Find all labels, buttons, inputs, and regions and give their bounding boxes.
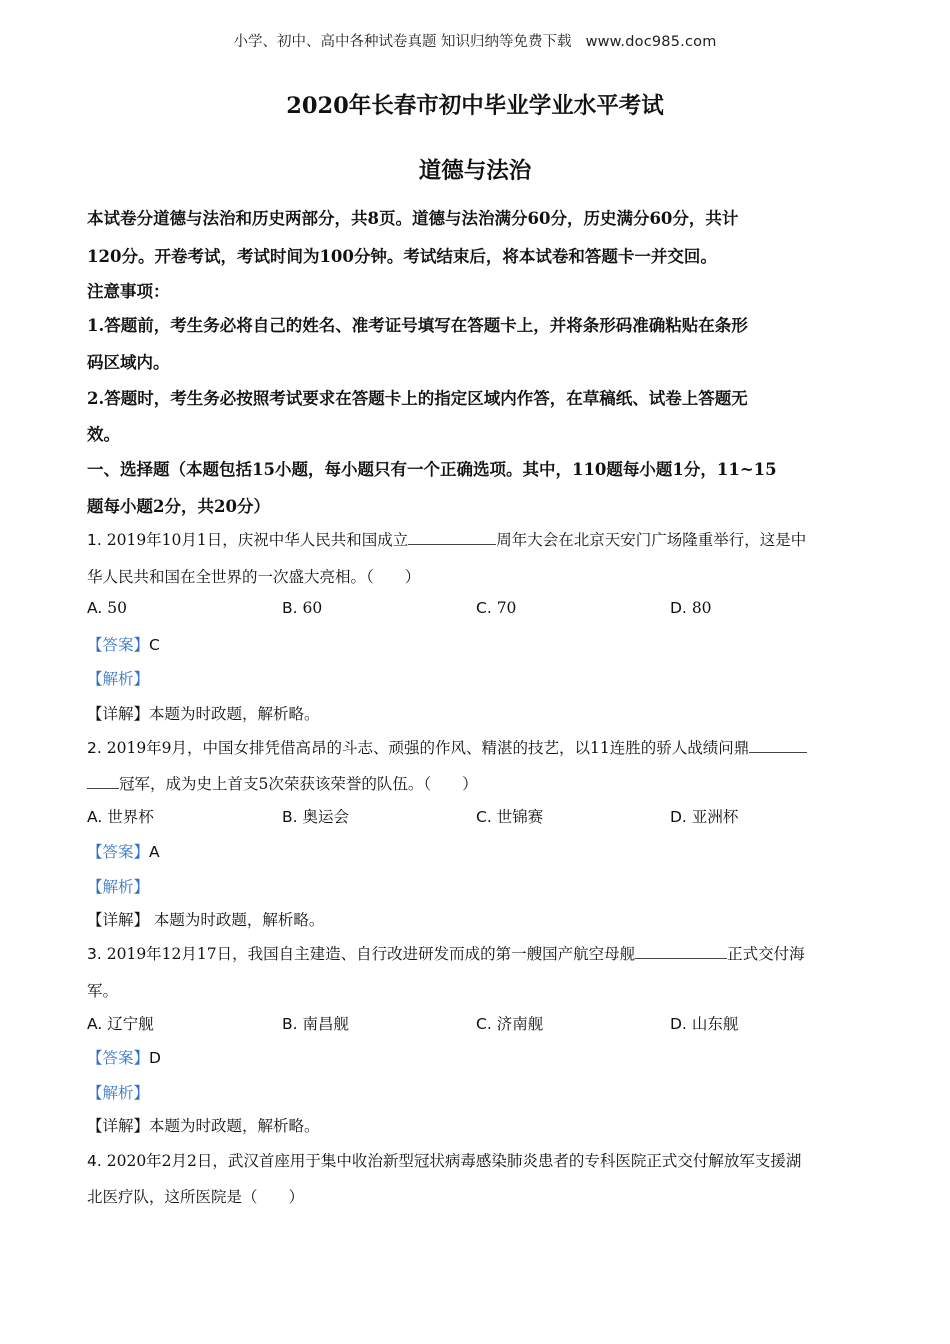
question-text: 2019年10月1日，庆祝中华人民共和国成立 — [106, 531, 409, 549]
section-heading-line-1: 一、选择题（本题包括15小题，每小题只有一个正确选项。其中，110题每小题1分，11~15 — [87, 460, 777, 479]
question-number: 4. — [87, 1152, 102, 1170]
option-d: D. 80 — [670, 599, 712, 617]
question-number: 1. — [87, 531, 102, 549]
exam-subtitle: 道德与法治 — [418, 158, 532, 184]
exam-title: 2020年长春市初中毕业学业水平考试 — [286, 93, 664, 119]
question-number: 2. — [87, 739, 102, 757]
option-c: C. 世锦赛 — [476, 808, 544, 826]
question-4-line-2: 北医疗队，这所医院是（ ） — [87, 1188, 305, 1206]
analysis-tag: 【解析】 — [87, 1084, 150, 1102]
header-url[interactable]: www.doc985.com — [585, 34, 717, 50]
option-d: D. 山东舰 — [670, 1015, 739, 1033]
answer-line: 【答案】A — [87, 843, 160, 861]
question-text: 2019年12月17日，我国自主建造、自行改进研发而成的第一艘国产航空母舰 — [106, 945, 636, 963]
answer-line: 【答案】D — [87, 1049, 161, 1067]
option-c: C. 济南舰 — [476, 1015, 544, 1033]
question-text: 正式交付海 — [727, 945, 805, 963]
analysis-tag: 【解析】 — [87, 670, 150, 688]
option-a: A. 50 — [87, 599, 127, 617]
answer-line: 【答案】C — [87, 636, 160, 654]
question-text: 2019年9月，中国女排凭借高昂的斗志、顽强的作风、精湛的技艺，以11连胜的骄人战绩问鼎 — [106, 739, 750, 757]
page-header — [0, 30, 950, 51]
answer-value: D — [149, 1049, 161, 1067]
option-b: B. 奥运会 — [282, 808, 350, 826]
intro-line-2: 120分。开卷考试，考试时间为100分钟。考试结束后，将本试卷和答题卡一并交回。 — [87, 247, 717, 266]
answer-blank — [87, 786, 119, 789]
detail-line: 【详解】本题为时政题，解析略。 — [87, 705, 320, 723]
note-2-line-1: 2.答题时，考生务必按照考试要求在答题卡上的指定区域内作答，在草稿纸、试卷上答题无 — [87, 389, 748, 408]
option-b: B. 南昌舰 — [282, 1015, 350, 1033]
option-b: B. 60 — [282, 599, 323, 617]
answer-blank — [408, 542, 496, 545]
note-1-line-2: 码区域内。 — [87, 353, 170, 372]
question-1-line-1 — [87, 528, 806, 550]
option-a: A. 辽宁舰 — [87, 1015, 154, 1033]
detail-line: 【详解】本题为时政题，解析略。 — [87, 1117, 320, 1135]
intro-line-1: 本试卷分道德与法治和历史两部分，共8页。道德与法治满分60分，历史满分60分，共计 — [87, 209, 739, 228]
option-d: D. 亚洲杯 — [670, 808, 739, 826]
section-heading-line-2: 题每小题2分，共20分） — [87, 497, 270, 516]
question-text: 周年大会在北京天安门广场隆重举行，这是中 — [496, 531, 807, 549]
option-a: A. 世界杯 — [87, 808, 154, 826]
question-text: 冠军，成为史上首支5次荣获该荣誉的队伍。（ ） — [119, 775, 478, 793]
question-3-line-2: 军。 — [87, 982, 119, 1000]
note-2-line-2: 效。 — [87, 425, 120, 444]
answer-value: C — [149, 636, 160, 654]
answer-blank — [749, 750, 807, 753]
analysis-tag: 【解析】 — [87, 878, 150, 896]
question-1-line-2: 华人民共和国在全世界的一次盛大亮相。（ ） — [87, 568, 421, 586]
question-2-line-2 — [87, 772, 478, 794]
answer-blank — [635, 956, 727, 959]
answer-value: A — [149, 843, 160, 861]
question-text: 2020年2月2日，武汉首座用于集中收治新型冠状病毒感染肺炎患者的专科医院正式交付解放军支援湖 — [106, 1152, 802, 1170]
option-c: C. 70 — [476, 599, 517, 617]
note-1-line-1: 1.答题前，考生务必将自己的姓名、准考证号填写在答题卡上，并将条形码准确粘贴在条形 — [87, 316, 748, 335]
question-3-line-1 — [87, 942, 805, 964]
detail-line: 【详解】 本题为时政题，解析略。 — [87, 911, 325, 929]
question-2-line-1 — [87, 736, 807, 758]
header-text: 小学、初中、高中各种试卷真题 知识归纳等免费下载 — [233, 34, 572, 50]
notes-heading: 注意事项： — [87, 282, 170, 301]
question-number: 3. — [87, 945, 102, 963]
question-4-line-1 — [87, 1149, 801, 1171]
